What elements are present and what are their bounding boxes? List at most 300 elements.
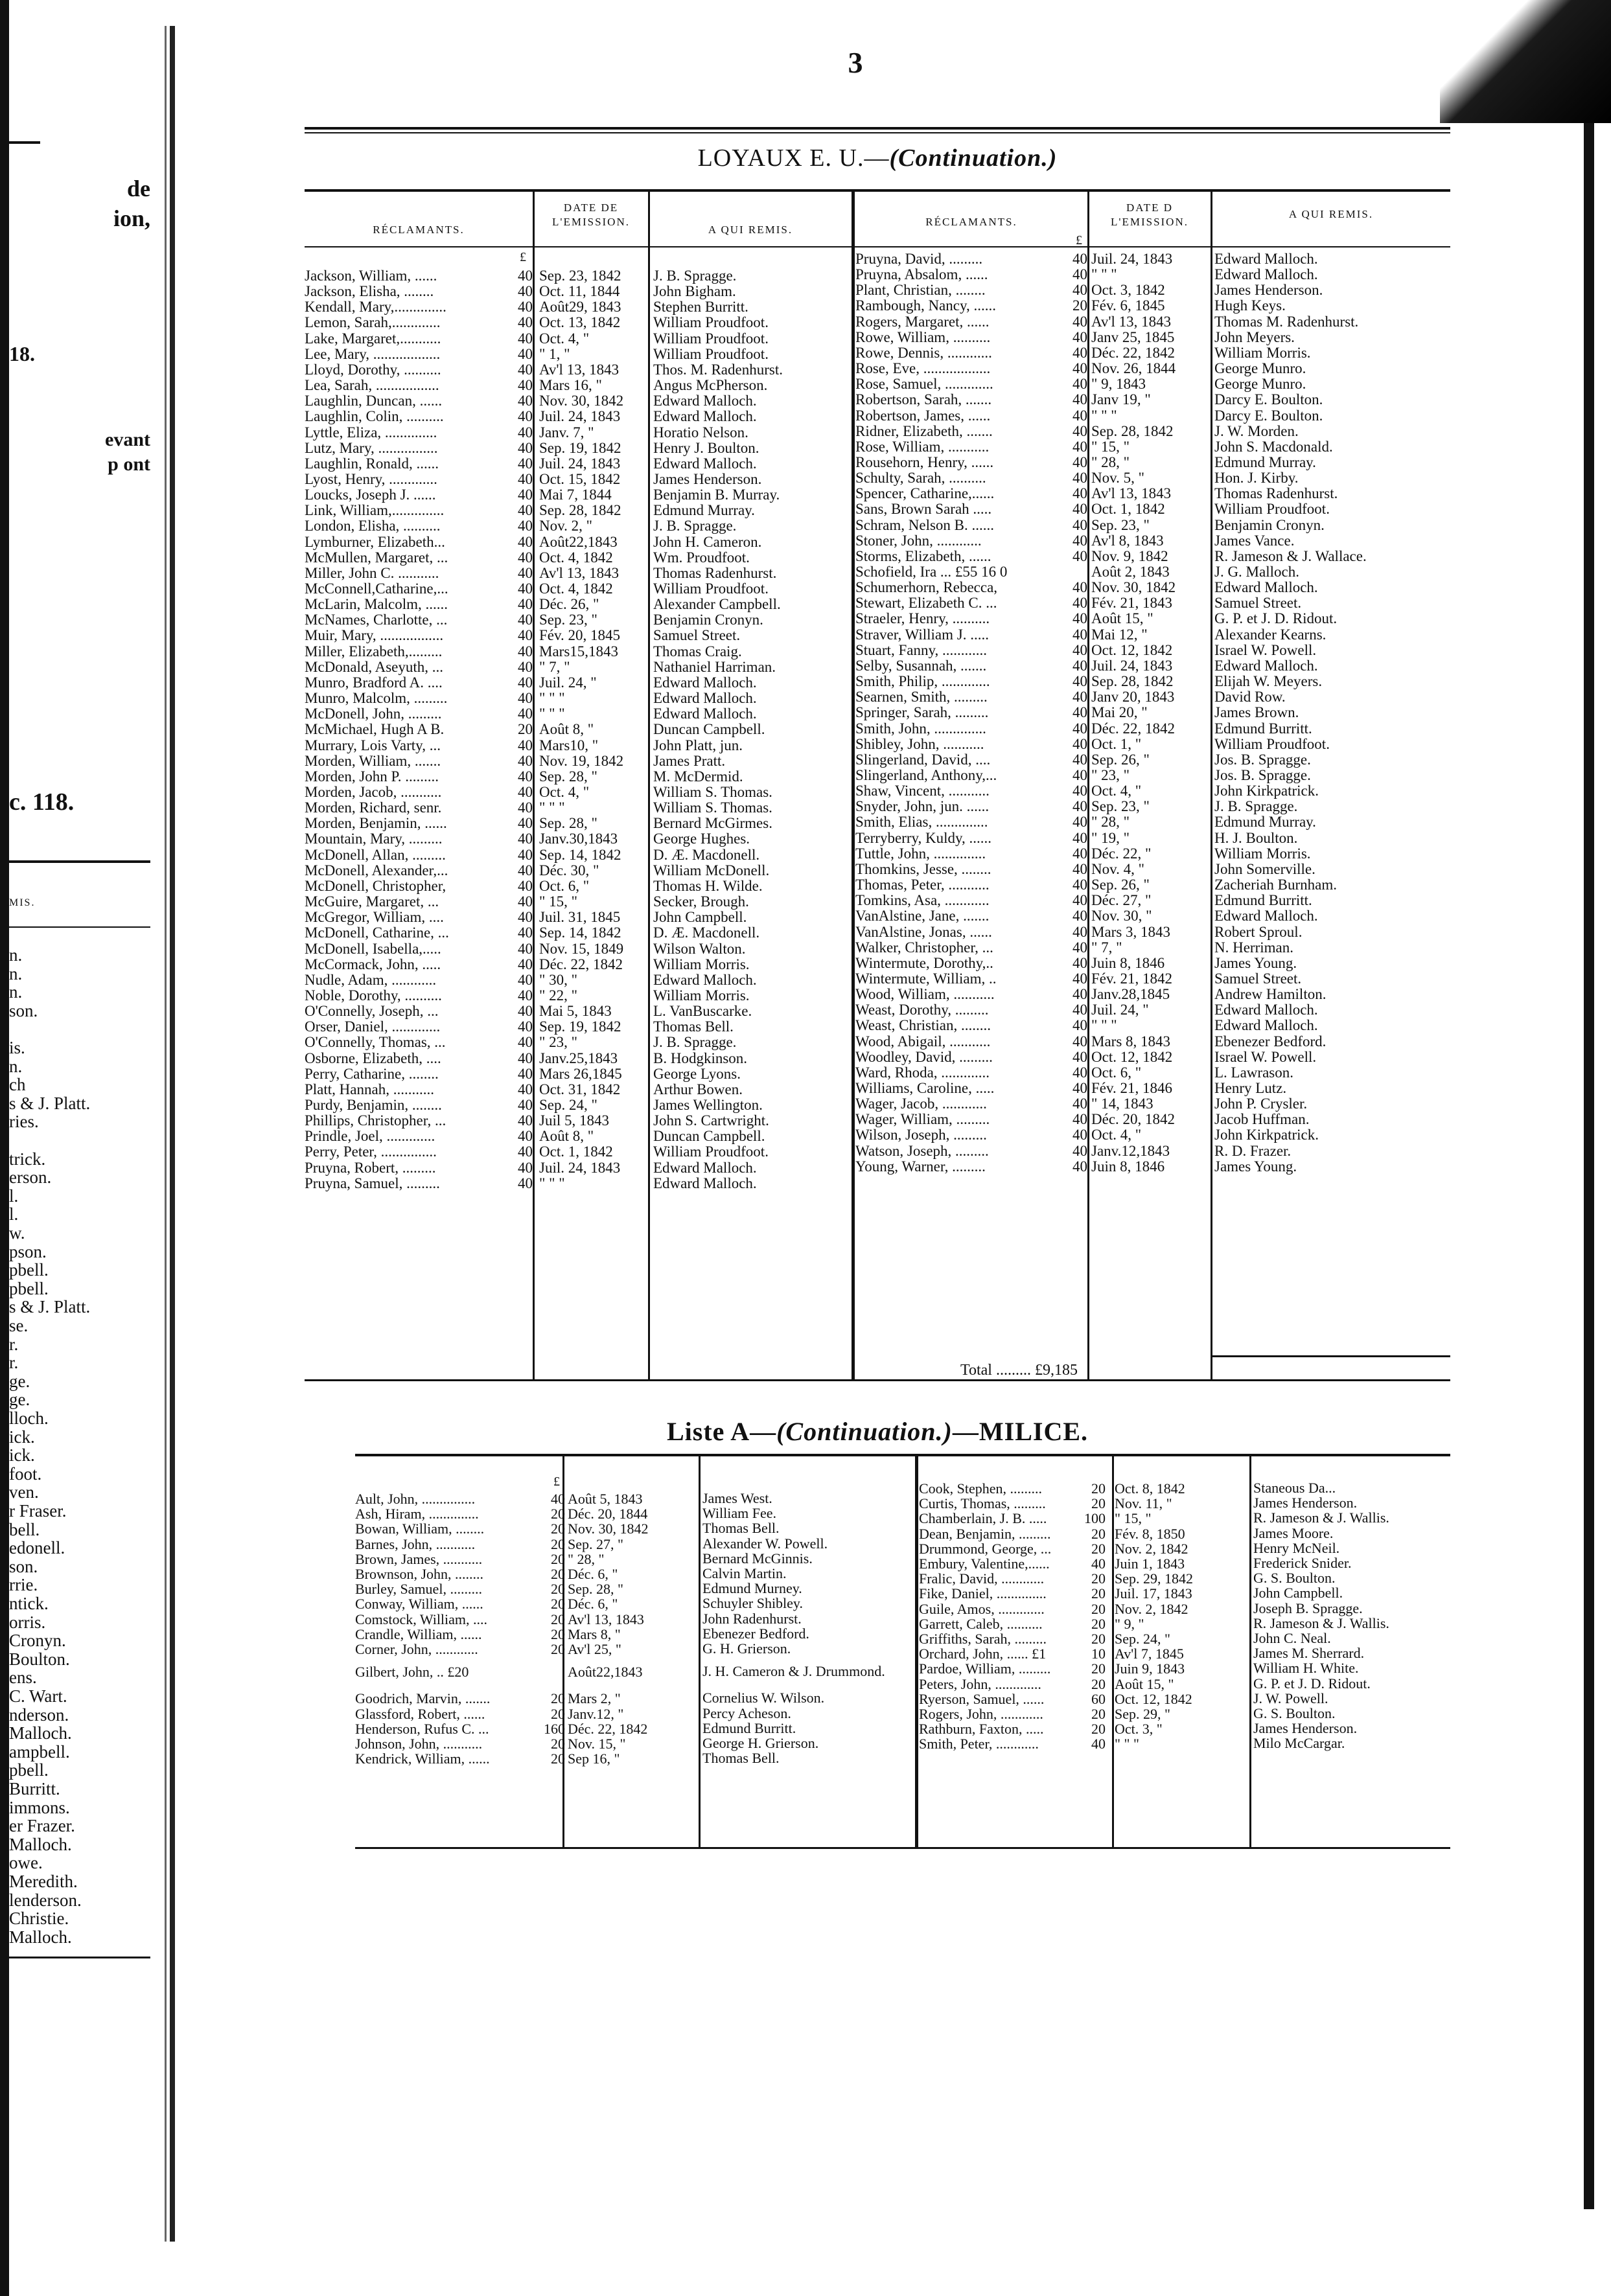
remitted-to: B. Hodgkinson. bbox=[653, 1050, 748, 1066]
table-row bbox=[305, 752, 1450, 768]
claimant-name: Tomkins, Asa, ............ bbox=[855, 893, 990, 909]
issue-date: Mars 16, " bbox=[539, 377, 602, 393]
issue-date: Sep. 28, 1842 bbox=[1091, 673, 1174, 689]
militia-name: Dean, Benjamin, ......... bbox=[919, 1526, 1051, 1542]
issue-date: " " " bbox=[539, 706, 565, 722]
table-row bbox=[305, 1159, 1450, 1175]
militia-name: Cook, Stephen, ......... bbox=[919, 1481, 1043, 1497]
table-row bbox=[355, 1736, 1450, 1752]
table-row bbox=[355, 1677, 1450, 1692]
amount: 40 bbox=[518, 877, 533, 894]
remitted-to: Duncan Campbell. bbox=[653, 1128, 765, 1145]
amount: 40 bbox=[1072, 877, 1087, 893]
issue-date: Oct. 31, 1842 bbox=[539, 1081, 621, 1097]
remitted-to: William Morris. bbox=[1214, 845, 1311, 862]
issue-date: Nov. 15, " bbox=[568, 1736, 626, 1752]
table-row bbox=[305, 564, 1450, 580]
remitted-to: D. Æ. Macdonell. bbox=[653, 924, 760, 941]
issue-date: Sep. 26, " bbox=[1091, 877, 1150, 893]
total-amount: Total ......... £9,185 bbox=[960, 1362, 1078, 1379]
issue-date: " 14, 1843 bbox=[1091, 1096, 1153, 1112]
strip-line: orris. bbox=[9, 1612, 46, 1632]
claimant-name: McCormack, John, ..... bbox=[305, 956, 441, 972]
issue-date: Sep. 28, 1842 bbox=[539, 502, 621, 519]
claimant-name: Orser, Daniel, ............. bbox=[305, 1019, 441, 1035]
issue-date: Janv 19, " bbox=[1091, 391, 1151, 408]
amount: 40 bbox=[1072, 501, 1087, 518]
issue-date: Déc. 22, 1842 bbox=[1091, 720, 1176, 737]
amount: 40 bbox=[1072, 547, 1087, 564]
strip-line: Boulton. bbox=[9, 1649, 70, 1669]
issue-date: Nov. 15, 1849 bbox=[539, 940, 624, 957]
amount: 40 bbox=[1072, 1127, 1087, 1143]
remitted-to: Edward Malloch. bbox=[1214, 1017, 1318, 1034]
militia-name: Ryerson, Samuel, ...... bbox=[919, 1691, 1045, 1707]
issue-date: Déc. 20, 1844 bbox=[568, 1506, 648, 1522]
amount: 20 bbox=[551, 1596, 565, 1613]
amount: 40 bbox=[518, 737, 533, 753]
claimant-name: Perry, Peter, ............... bbox=[305, 1144, 437, 1160]
claimant-name: Slingerland, David, .... bbox=[855, 752, 991, 768]
militia-name: Peters, John, ............. bbox=[919, 1676, 1041, 1692]
issue-date: Juil. 24, " bbox=[1091, 1002, 1149, 1018]
amount: 40 bbox=[1072, 783, 1087, 799]
issue-date: " " " bbox=[539, 690, 565, 706]
strip-line: evant bbox=[105, 429, 150, 450]
issue-date: Sep. 23, 1842 bbox=[539, 268, 621, 284]
claimant-name: Jackson, William, ...... bbox=[305, 268, 437, 284]
amount: 40 bbox=[1072, 641, 1087, 658]
amount: 20 bbox=[1091, 1721, 1106, 1738]
strip-rule bbox=[9, 926, 150, 928]
remitted-to: Bernard McGinnis. bbox=[702, 1550, 813, 1567]
remitted-to: H. J. Boulton. bbox=[1214, 829, 1298, 846]
issue-date: Juil. 31, 1845 bbox=[539, 909, 621, 926]
amount: 40 bbox=[518, 768, 533, 785]
table-row bbox=[305, 611, 1450, 626]
header-remis: A QUI REMIS. bbox=[708, 224, 793, 236]
issue-date: Août 8, " bbox=[539, 1128, 594, 1145]
claimant-name: McDonell, Allan, ......... bbox=[305, 847, 446, 863]
remitted-to: Thomas H. Wilde. bbox=[653, 877, 763, 894]
issue-date: " 15, " bbox=[1115, 1510, 1152, 1527]
amount: 40 bbox=[518, 299, 533, 316]
militia-name: Brownson, John, ........ bbox=[355, 1567, 484, 1582]
remitted-to: J. B. Spragge. bbox=[1214, 798, 1298, 815]
claimant-name: Weast, Dorothy, ......... bbox=[855, 1002, 989, 1018]
amount: 20 bbox=[1091, 1480, 1106, 1497]
remitted-to: Henry J. Boulton. bbox=[653, 439, 759, 456]
table-row bbox=[305, 1018, 1450, 1033]
remitted-to: Edmund Burritt. bbox=[1214, 720, 1312, 737]
amount: 40 bbox=[518, 674, 533, 691]
amount: 40 bbox=[1072, 766, 1087, 783]
amount: 40 bbox=[518, 924, 533, 941]
amount: 40 bbox=[1072, 313, 1087, 330]
amount: 20 bbox=[551, 1566, 565, 1582]
amount: 20 bbox=[1091, 1706, 1106, 1722]
strip-line: ries. bbox=[9, 1112, 39, 1132]
table-row bbox=[305, 361, 1450, 376]
claimant-name: Wintermute, William, .. bbox=[855, 970, 997, 987]
strip-line: immons. bbox=[9, 1797, 70, 1817]
issue-date: Déc. 22, 1842 bbox=[1091, 344, 1176, 361]
remitted-to: James Henderson. bbox=[1253, 1720, 1358, 1737]
strip-line: n. bbox=[9, 982, 23, 1002]
strip-col-head: MIS. bbox=[9, 897, 36, 908]
militia-name: Chamberlain, J. B. ..... bbox=[919, 1511, 1047, 1527]
amount: 20 bbox=[1091, 1495, 1106, 1512]
claimant-name: Ridner, Elizabeth, ....... bbox=[855, 423, 993, 439]
remitted-to: Samuel Street. bbox=[653, 627, 741, 644]
issue-date: Mars 26,1845 bbox=[539, 1065, 622, 1082]
amount: 40 bbox=[518, 268, 533, 284]
issue-date: Oct. 12, 1842 bbox=[1115, 1690, 1192, 1707]
militia-name: Brown, James, ........... bbox=[355, 1551, 483, 1567]
amount: 40 bbox=[1072, 344, 1087, 361]
amount: 20 bbox=[551, 1521, 565, 1537]
claimant-name: Laughlin, Duncan, ...... bbox=[305, 393, 443, 409]
strip-line: n. bbox=[9, 945, 23, 965]
issue-date: Av'l 7, 1845 bbox=[1115, 1646, 1184, 1662]
claimant-name: McDonell, Catharine, ... bbox=[305, 925, 449, 941]
issue-date: " 23, " bbox=[539, 1034, 578, 1051]
fold-line bbox=[170, 26, 175, 2242]
table-row bbox=[305, 658, 1450, 674]
militia-name: Johnson, John, ........... bbox=[355, 1736, 483, 1752]
strip-line: r. bbox=[9, 1334, 19, 1354]
militia-name: Curtis, Thomas, ......... bbox=[919, 1496, 1046, 1512]
table-row bbox=[305, 689, 1450, 705]
issue-date: Août 15, " bbox=[1091, 610, 1153, 627]
issue-date: Nov. 30, 1842 bbox=[539, 393, 624, 409]
amount: 40 bbox=[1072, 391, 1087, 408]
table-row bbox=[305, 1096, 1450, 1112]
amount: 40 bbox=[1072, 751, 1087, 768]
claimant-name: Rose, William, ........... bbox=[855, 439, 990, 455]
claimant-name: Wager, William, ......... bbox=[855, 1112, 990, 1128]
issue-date: " 7, " bbox=[539, 658, 570, 675]
table-row bbox=[305, 831, 1450, 846]
claimant-name: Lea, Sarah, ................. bbox=[305, 378, 439, 393]
remitted-to: Arthur Bowen. bbox=[653, 1081, 743, 1097]
issue-date: Oct. 4, 1842 bbox=[539, 549, 613, 566]
amount: 40 bbox=[1072, 986, 1087, 1002]
remitted-to: R. Jameson & J. Wallis. bbox=[1253, 1614, 1389, 1631]
remitted-to: G. P. et J. D. Ridout. bbox=[1253, 1675, 1371, 1692]
strip-line: nderson. bbox=[9, 1705, 69, 1725]
amount: 20 bbox=[1091, 1585, 1106, 1602]
claimant-name: O'Connelly, Thomas, ... bbox=[305, 1035, 446, 1051]
strip-line: n. bbox=[9, 1056, 23, 1076]
remitted-to: Edward Malloch. bbox=[653, 1175, 757, 1191]
remitted-to: John Campbell. bbox=[1253, 1585, 1343, 1601]
issue-date: Fév. 6, 1845 bbox=[1091, 297, 1165, 314]
remitted-to: J. W. Morden. bbox=[1214, 422, 1299, 439]
remitted-to: William Morris. bbox=[1214, 344, 1311, 361]
remitted-to: Edward Malloch. bbox=[1214, 266, 1318, 283]
issue-date: Déc. 20, 1842 bbox=[1091, 1111, 1176, 1128]
amount: 20 bbox=[551, 1705, 565, 1722]
remitted-to: Nathaniel Harriman. bbox=[653, 658, 776, 675]
amount: 40 bbox=[518, 831, 533, 847]
claimant-name: Nudle, Adam, ............ bbox=[305, 972, 437, 988]
issue-date: " " " bbox=[1115, 1736, 1139, 1752]
issue-date: Déc. 30, " bbox=[539, 862, 599, 878]
amount: 40 bbox=[518, 330, 533, 347]
amount: 40 bbox=[518, 518, 533, 534]
amount: 20 bbox=[551, 1506, 565, 1522]
remitted-to: Wm. Proudfoot. bbox=[653, 549, 750, 566]
strip-line: l. bbox=[9, 1186, 19, 1206]
amount: 40 bbox=[518, 752, 533, 769]
issue-date: Oct. 11, 1844 bbox=[539, 283, 620, 300]
issue-date: " " " bbox=[1091, 266, 1117, 283]
amount: 40 bbox=[1072, 1142, 1087, 1159]
strip-line: Christie. bbox=[9, 1909, 69, 1929]
remitted-to: John Kirkpatrick. bbox=[1214, 1127, 1319, 1143]
strip-line: pson. bbox=[9, 1241, 47, 1261]
remitted-to: Henry Lutz. bbox=[1214, 1079, 1287, 1096]
remitted-to: Israel W. Powell. bbox=[1214, 641, 1317, 658]
issue-date: Oct. 1, 1842 bbox=[539, 1143, 613, 1160]
issue-date: Oct. 4, 1842 bbox=[539, 580, 613, 597]
issue-date: Janv 20, 1843 bbox=[1091, 689, 1175, 706]
claimant-name: Spencer, Catharine,...... bbox=[855, 486, 995, 502]
issue-date: Déc. 6, " bbox=[568, 1566, 618, 1582]
strip-rule bbox=[9, 1957, 150, 1958]
claimant-name: Purdy, Benjamin, ........ bbox=[305, 1097, 442, 1113]
militia-name: Ault, John, ............... bbox=[355, 1491, 476, 1507]
issue-date: " 22, " bbox=[539, 987, 578, 1004]
issue-date: Sep. 19, 1842 bbox=[539, 1018, 621, 1035]
remitted-to: Darcy E. Boulton. bbox=[1214, 391, 1323, 408]
claimant-name: Weast, Christian, ........ bbox=[855, 1018, 991, 1034]
amount: 40 bbox=[1072, 673, 1087, 689]
issue-date: Déc. 27, " bbox=[1091, 892, 1152, 909]
militia-name: Griffiths, Sarah, ......... bbox=[919, 1631, 1047, 1647]
table-row bbox=[305, 251, 1450, 267]
amount: 40 bbox=[518, 361, 533, 378]
strip-line: de bbox=[127, 176, 150, 201]
claimant-name: Miller, Elizabeth,......... bbox=[305, 643, 443, 660]
table-row bbox=[355, 1660, 1450, 1680]
remitted-to: John Somerville. bbox=[1214, 860, 1315, 877]
remitted-to: George Hughes. bbox=[653, 831, 750, 847]
remitted-to: William H. White. bbox=[1253, 1660, 1359, 1677]
issue-date: Juil. 24, 1843 bbox=[539, 1159, 621, 1176]
remitted-to: J. W. Powell. bbox=[1253, 1690, 1328, 1706]
remitted-to: L. VanBuscarke. bbox=[653, 1003, 752, 1019]
remitted-to: Benjamin B. Murray. bbox=[653, 487, 780, 503]
issue-date: Nov. 30, 1842 bbox=[568, 1521, 649, 1537]
header-claimants-right: RÉCLAMANTS. bbox=[925, 216, 1017, 228]
claimant-name: Robertson, James, ...... bbox=[855, 408, 991, 424]
amount: 40 bbox=[1072, 1064, 1087, 1081]
remitted-to: Edward Malloch. bbox=[653, 971, 757, 988]
amount: 40 bbox=[1072, 923, 1087, 940]
issue-date: Juil 5, 1843 bbox=[539, 1112, 609, 1129]
issue-date: Déc. 6, " bbox=[568, 1596, 618, 1613]
remitted-to: Edward Malloch. bbox=[1214, 579, 1318, 596]
amount: 40 bbox=[518, 612, 533, 628]
strip-line: ntick. bbox=[9, 1594, 49, 1613]
loyalists-table bbox=[305, 189, 1450, 1381]
claimant-name: Morden, Benjamin, ...... bbox=[305, 816, 447, 832]
amount: 40 bbox=[1072, 610, 1087, 627]
issue-date: Sep. 14, 1842 bbox=[539, 846, 621, 863]
amount: 20 bbox=[551, 1611, 565, 1627]
militia-name: Gilbert, John, .. £20 bbox=[355, 1664, 469, 1681]
remitted-to: John Kirkpatrick. bbox=[1214, 783, 1319, 799]
remitted-to: Schuyler Shibley. bbox=[702, 1595, 803, 1612]
remitted-to: Henry McNeil. bbox=[1253, 1539, 1340, 1556]
issue-date: Nov. 2, 1842 bbox=[1115, 1600, 1188, 1617]
issue-date: Av'l 13, 1843 bbox=[1091, 485, 1172, 502]
amount: 40 bbox=[518, 690, 533, 706]
scan-edge-right bbox=[1584, 19, 1594, 2209]
strip-line: is. bbox=[9, 1038, 25, 1057]
table-row bbox=[305, 768, 1450, 783]
issue-date: Mai 12, " bbox=[1091, 626, 1148, 643]
scan-corner bbox=[1440, 0, 1611, 123]
claimant-name: Osborne, Elizabeth, .... bbox=[305, 1050, 441, 1066]
remitted-to: Alexander W. Powell. bbox=[702, 1535, 828, 1552]
militia-name: Crandle, William, ...... bbox=[355, 1626, 482, 1642]
adjacent-page-strip bbox=[9, 0, 150, 2296]
table-row bbox=[305, 549, 1450, 564]
issue-date: Sep. 27, " bbox=[568, 1535, 623, 1552]
issue-date: Août22,1843 bbox=[568, 1664, 643, 1681]
claimant-name: Phillips, Christopher, ... bbox=[305, 1113, 446, 1129]
claimant-name: Sans, Brown Sarah ..... bbox=[855, 501, 992, 518]
remitted-to: G. H. Grierson. bbox=[702, 1640, 791, 1657]
remitted-to: Stephen Burritt. bbox=[653, 299, 748, 316]
remitted-to: Staneous Da... bbox=[1253, 1480, 1336, 1496]
claimant-name: Lloyd, Dorothy, .......... bbox=[305, 362, 441, 378]
claimant-name: Wood, Abigail, ........... bbox=[855, 1033, 991, 1050]
remitted-to: Thomas Bell. bbox=[653, 1018, 734, 1035]
amount: 40 bbox=[1072, 328, 1087, 345]
remitted-to: Edward Malloch. bbox=[653, 690, 757, 706]
scan-edge bbox=[0, 0, 9, 2296]
remitted-to: Thos. M. Radenhurst. bbox=[653, 361, 783, 378]
table-row bbox=[355, 1511, 1450, 1526]
remitted-to: John P. Crysler. bbox=[1214, 1096, 1308, 1112]
claimant-name: Wilson, Joseph, ......... bbox=[855, 1127, 987, 1143]
amount: 40 bbox=[1072, 376, 1087, 393]
table-row bbox=[305, 314, 1450, 330]
issue-date: Mars 3, 1843 bbox=[1091, 923, 1171, 940]
amount: 40 bbox=[518, 596, 533, 613]
claimant-name: McGuire, Margaret, ... bbox=[305, 894, 439, 910]
issue-date: Sep. 14, 1842 bbox=[539, 924, 621, 941]
issue-date: Av'l 13, 1843 bbox=[1091, 313, 1172, 330]
amount: 40 bbox=[518, 1065, 533, 1082]
issue-date: Août29, 1843 bbox=[539, 299, 621, 316]
remitted-to: Ebenezer Bedford. bbox=[1214, 1033, 1327, 1050]
table-row bbox=[305, 721, 1450, 737]
claimant-name: Searnen, Smith, ......... bbox=[855, 689, 988, 706]
amount: 20 bbox=[1091, 1525, 1106, 1542]
claimant-name: Thomas, Peter, ........... bbox=[855, 877, 990, 893]
issue-date: Juin 1, 1843 bbox=[1115, 1556, 1185, 1572]
fold-shadow bbox=[165, 26, 167, 2242]
issue-date: " 28, " bbox=[1091, 453, 1130, 470]
claimant-name: Rose, Eve, .................. bbox=[855, 361, 991, 376]
militia-name: Glassford, Robert, ...... bbox=[355, 1706, 485, 1722]
issue-date: Av'l 8, 1843 bbox=[1091, 532, 1164, 549]
amount: 40 bbox=[518, 799, 533, 816]
strip-line: ick. bbox=[9, 1427, 35, 1447]
issue-date: " 9, " bbox=[1115, 1615, 1144, 1632]
amount: 40 bbox=[1072, 689, 1087, 706]
claimant-name: Shibley, John, ........... bbox=[855, 736, 984, 752]
amount: 40 bbox=[1072, 1158, 1087, 1175]
remitted-to: N. Herriman. bbox=[1214, 939, 1293, 956]
remitted-to: Edward Malloch. bbox=[653, 408, 757, 425]
militia-name: Corner, John, ............ bbox=[355, 1642, 478, 1657]
issue-date: Août 5, 1843 bbox=[568, 1491, 643, 1507]
issue-date: Oct. 6, " bbox=[1091, 1064, 1142, 1081]
issue-date: " 19, " bbox=[1091, 829, 1130, 846]
amount: 40 bbox=[1091, 1556, 1106, 1572]
amount: 40 bbox=[518, 487, 533, 503]
issue-date: Juin 8, 1846 bbox=[1091, 1158, 1165, 1175]
issue-date: Nov. 26, 1844 bbox=[1091, 360, 1176, 376]
militia-table bbox=[355, 1454, 1450, 1849]
pound-sign: £ bbox=[1076, 233, 1082, 247]
claimant-name: Slingerland, Anthony,... bbox=[855, 767, 997, 783]
table-row bbox=[355, 1601, 1450, 1617]
amount: 40 bbox=[518, 502, 533, 519]
claimant-name: Lake, Margaret,........... bbox=[305, 330, 441, 347]
page-number: 3 bbox=[848, 46, 863, 79]
issue-date: Sep. 26, " bbox=[1091, 751, 1150, 768]
issue-date: " 28, " bbox=[1091, 814, 1130, 831]
issue-date: Sep. 29, 1842 bbox=[1115, 1570, 1193, 1587]
strip-line: bell. bbox=[9, 1519, 40, 1539]
strip-line: r. bbox=[9, 1353, 19, 1373]
remitted-to: Israel W. Powell. bbox=[1214, 1048, 1317, 1065]
remitted-to: John H. Cameron. bbox=[653, 533, 762, 550]
issue-date: Sep. 23, " bbox=[539, 612, 597, 628]
section-title-a: Liste A— bbox=[666, 1417, 777, 1446]
strip-line: Malloch. bbox=[9, 1723, 72, 1743]
amount: 20 bbox=[551, 1550, 565, 1567]
remitted-to: G. S. Boulton. bbox=[1253, 1705, 1336, 1721]
strip-line: ens. bbox=[9, 1668, 37, 1688]
militia-name: Orchard, John, ...... £1 bbox=[919, 1646, 1047, 1662]
remitted-to: William Morris. bbox=[653, 956, 750, 972]
amount: 40 bbox=[518, 783, 533, 800]
issue-date: Nov. 9, 1842 bbox=[1091, 547, 1168, 564]
issue-date: Oct. 12, 1842 bbox=[1091, 641, 1173, 658]
table-row bbox=[305, 987, 1450, 1002]
amount: 40 bbox=[518, 1112, 533, 1129]
table-row bbox=[305, 971, 1450, 987]
amount: 40 bbox=[1072, 595, 1087, 612]
issue-date: Août 8, " bbox=[539, 721, 594, 738]
claimant-name: Loucks, Joseph J. ...... bbox=[305, 487, 436, 503]
amount: 40 bbox=[518, 815, 533, 832]
militia-name: Kendrick, William, ...... bbox=[355, 1751, 490, 1767]
table-row bbox=[305, 940, 1450, 956]
amount: 40 bbox=[1072, 939, 1087, 956]
claimant-name: Munro, Malcolm, ......... bbox=[305, 691, 448, 706]
militia-name: Barnes, John, ........... bbox=[355, 1536, 476, 1552]
remitted-to: Calvin Martin. bbox=[702, 1565, 787, 1581]
